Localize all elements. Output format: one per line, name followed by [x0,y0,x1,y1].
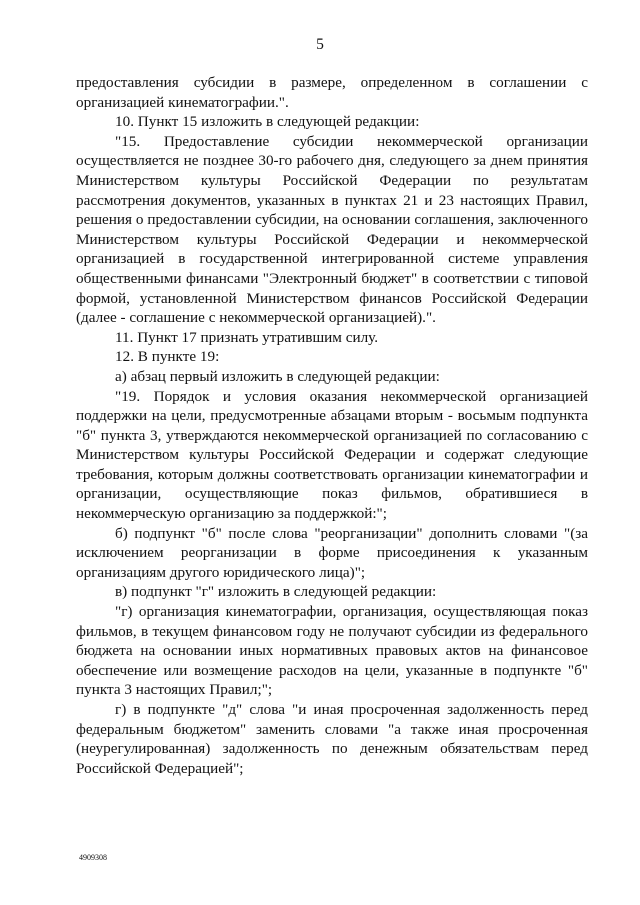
paragraph-item-11: 11. Пункт 17 признать утратившим силу. [115,328,379,346]
paragraph-continuation: предоставления субсидии в размере, определенном в соглашении с организацией кинематографии.". [76,74,588,111]
paragraph-subitem-a: а) абзац первый изложить в следующей редакции: [115,367,440,385]
paragraph-subitem-g: г) в подпункте "д" слова "и иная просроченная задолженность перед федеральным бюджетом" заменить словами "а также иная просроченная (неурегулированная) задолженность по денежным обязательствам перед Российской Федерацией"; [76,701,588,777]
paragraph-point-19-text: "19. Порядок и условия оказания некоммерческой организацией поддержки на цели, предусмотренные абзацами вторым - восьмым подпункта "б" пункта 3, утверждаются некоммерческой организацией по согласованию с Министерством культуры Российской Федерации и содержат следующие требования, которым должны соответствовать организации кинематографии и организации, осуществляющие показ фильмов, обратившиеся в некоммерческую организацию за поддержкой:"; [76,387,588,523]
document-code: 4909308 [79,853,107,862]
paragraph-subpoint-g-text: "г) организация кинематографии, организация, осуществляющая показ фильмов, в текущем финансовом году не получают субсидии из федерального бюджета на основании иных нормативных правовых актов на финансовое обеспечение или возмещение расходов на цели, указанные в подпункте "б" пункта 3 настоящих Правил;"; [76,603,588,699]
paragraph-subitem-v: в) подпункт "г" изложить в следующей редакции: [115,583,437,601]
page-number: 5 [316,36,324,53]
document-body [76,73,588,778]
paragraph-item-12: 12. В пункте 19: [115,348,220,366]
paragraph-point-15-text: "15. Предоставление субсидии некоммерческой организации осуществляется не позднее 30-го рабочего дня, следующего за днем принятия Министерством культуры Российской Федерации по результатам рассмотрения документов, указанных в пунктах 21 и 23 настоящих Правил, решения о предоставлении субсидии, на основании соглашения, заключенного Министерством культуры Российской Федерации и некоммерческой организацией в государственной интегрированной системе управления общественными финансами "Электронный бюджет" в соответствии с типовой формой, установленной Министерством финансов Российской Федерации (далее - соглашение с некоммерческой организацией).". [76,132,588,327]
paragraph-item-10: 10. Пункт 15 изложить в следующей редакции: [115,113,420,131]
paragraph-subitem-b: б) подпункт "б" после слова "реорганизации" дополнить словами "(за исключением реорганизации в форме присоединения к указанным организациям другого юридического лица)"; [76,524,588,581]
